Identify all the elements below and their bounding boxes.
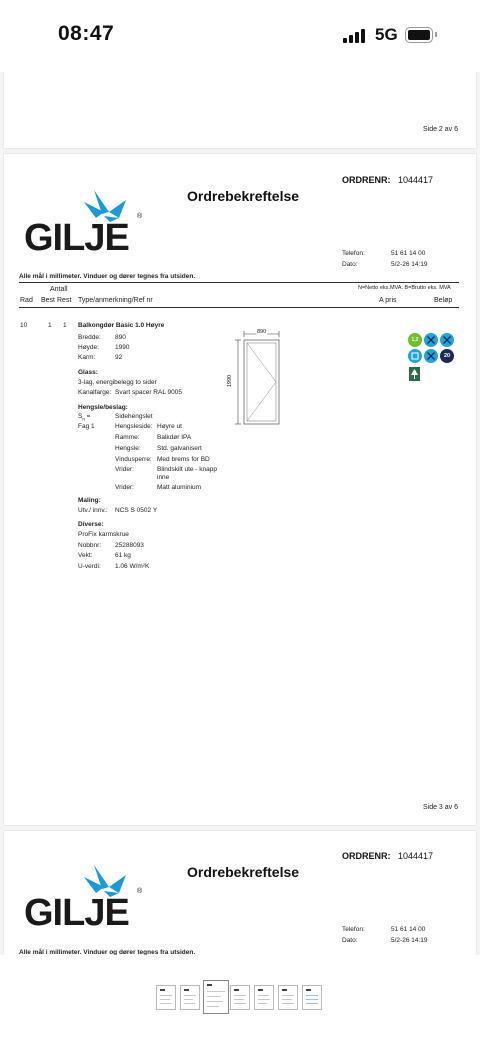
order-number-label: ORDRENR: — [342, 175, 391, 185]
page-thumbnail[interactable] — [302, 985, 322, 1010]
page-thumbnail-strip — [0, 955, 480, 1041]
hengsle-label: Hengsle: — [115, 445, 141, 452]
dim-label: Høyde: — [78, 344, 99, 351]
hengsle-label: Vrider: — [115, 484, 134, 491]
ventilation-icon — [408, 349, 422, 363]
page-2 — [4, 72, 476, 148]
col-apris: A pris — [379, 297, 397, 304]
date-value: 5/2-26 14:19 — [391, 937, 428, 944]
door-drawing — [227, 329, 284, 426]
hengsle-s-label: $S_n$ = — [78, 413, 91, 422]
col-rad: Rad — [20, 297, 33, 304]
signal-icon — [343, 29, 367, 43]
page-thumbnail[interactable] — [230, 985, 250, 1010]
hengsle-label: Ramme: — [115, 434, 140, 441]
drawing-height-label: 1990 — [227, 374, 234, 388]
col-rest: Rest — [57, 297, 72, 304]
netto-brutto-note: N=Netto eks.MVA. B=Brutto eks. MVA — [358, 285, 451, 291]
page-thumbnail[interactable] — [254, 985, 274, 1010]
page-thumbnail[interactable] — [278, 985, 298, 1010]
dim-value: 92 — [115, 354, 123, 361]
dim-label: Karm: — [78, 354, 96, 361]
measurement-note: Alle mål i millimeter. Vinduer og dører tegnes fra utsiden. — [19, 273, 196, 280]
hengsle-value: Høyre ut — [157, 423, 182, 430]
document-viewer[interactable] — [0, 72, 480, 955]
order-number: 1044417 — [398, 851, 434, 861]
glass-icon — [424, 349, 438, 363]
hengsle-label: Vindusperre: — [115, 456, 152, 463]
product-name: Balkongdør Basic 1.0 Høyre — [78, 322, 165, 329]
page-3 — [4, 154, 476, 825]
hengsle-value: Balkdør IPA — [157, 434, 192, 441]
rating-badge: 20 — [440, 349, 454, 363]
glass-line: 3-lag, energibelegg to sider — [78, 379, 157, 386]
maling-label: Utv./ innv.: — [78, 507, 108, 514]
col-antall: Antall — [50, 286, 68, 293]
svg-text:®: ® — [137, 213, 143, 220]
diverse-value: 1.06 W/m²K — [115, 563, 150, 570]
order-number: 1044417 — [398, 175, 434, 185]
glass-value: Svart spacer RAL 9005 — [115, 389, 182, 396]
diverse-label: Nobbnr: — [78, 542, 102, 549]
drawing-width-label: 890 — [257, 329, 267, 335]
svg-text:®: ® — [137, 888, 143, 895]
date-value: 5/2-26 14:19 — [391, 261, 428, 268]
page-thumbnail-current[interactable] — [203, 980, 229, 1014]
u-value-badge: 1,2 — [408, 333, 422, 347]
page-title: Ordrebekreftelse — [187, 864, 300, 880]
hengsle-label: Vrider: — [115, 466, 134, 473]
hengsle-heading: Hengsle/beslag: — [78, 404, 128, 411]
hengsle-value: Med brems for BD — [157, 456, 210, 463]
status-bar — [0, 0, 480, 72]
row-best: 1 — [48, 322, 52, 329]
row-rest: 1 — [63, 322, 67, 329]
maling-value: NCS S 0502 Y — [115, 507, 158, 514]
security-icon — [440, 333, 454, 347]
hengsle-value: Blindskilt ute - knapp inne — [157, 466, 217, 481]
phone-value: 51 61 14 00 — [391, 926, 426, 933]
dim-value: 1990 — [115, 344, 130, 351]
gilje-logo — [24, 863, 148, 929]
col-type: Type/anmerkning/Ref nr — [78, 297, 153, 304]
page-number: Side 3 av 6 — [422, 804, 458, 811]
phone-label: Telefon: — [342, 250, 365, 257]
page-4 — [4, 831, 476, 955]
gilje-logo — [24, 188, 148, 254]
network-type: 5G — [375, 25, 398, 44]
diverse-line: ProFix karmskrue — [78, 531, 129, 538]
page-thumbnail[interactable] — [156, 985, 176, 1010]
page-thumbnail[interactable] — [180, 985, 200, 1010]
measurement-note: Alle mål i millimeter. Vinduer og dører tegnes fra utsiden. — [19, 949, 196, 955]
col-best: Best — [41, 297, 56, 304]
glass-heading: Glass: — [78, 369, 98, 376]
phone-value: 51 61 14 00 — [391, 250, 426, 257]
dim-label: Bredde: — [78, 334, 101, 341]
battery-icon — [405, 27, 433, 43]
diverse-heading: Diverse: — [78, 521, 104, 528]
noise-icon — [424, 333, 438, 347]
glass-label: Kanalfarge: — [78, 389, 112, 396]
diverse-label: U-verdi: — [78, 563, 101, 570]
order-number-label: ORDRENR: — [342, 851, 391, 861]
fag-label: Fag 1 — [78, 423, 95, 430]
page-title: Ordrebekreftelse — [187, 188, 300, 204]
date-label: Dato: — [342, 261, 358, 268]
col-belop: Beløp — [434, 297, 453, 304]
maling-heading: Maling: — [78, 497, 101, 504]
dim-value: 890 — [115, 334, 126, 341]
diverse-label: Vekt: — [78, 552, 93, 559]
phone-label: Telefon: — [342, 926, 365, 933]
page-number: Side 2 av 6 — [422, 126, 458, 133]
svg-text:GILJE: GILJE — [24, 892, 129, 929]
fsc-icon — [409, 367, 420, 381]
hengsle-value: Matt aluminium — [157, 484, 202, 491]
hengsle-label: Hengsleside: — [115, 423, 153, 430]
hengsle-value: Std. galvanisert — [157, 445, 202, 452]
hengsle-s-value: Sidehengslet — [115, 413, 153, 420]
diverse-value: 25288093 — [115, 542, 144, 549]
logo-text: GILJE — [24, 217, 129, 254]
row-rad: 10 — [20, 322, 28, 329]
status-time: 08:47 — [58, 22, 115, 45]
date-label: Dato: — [342, 937, 358, 944]
diverse-value: 61 kg — [115, 552, 131, 559]
